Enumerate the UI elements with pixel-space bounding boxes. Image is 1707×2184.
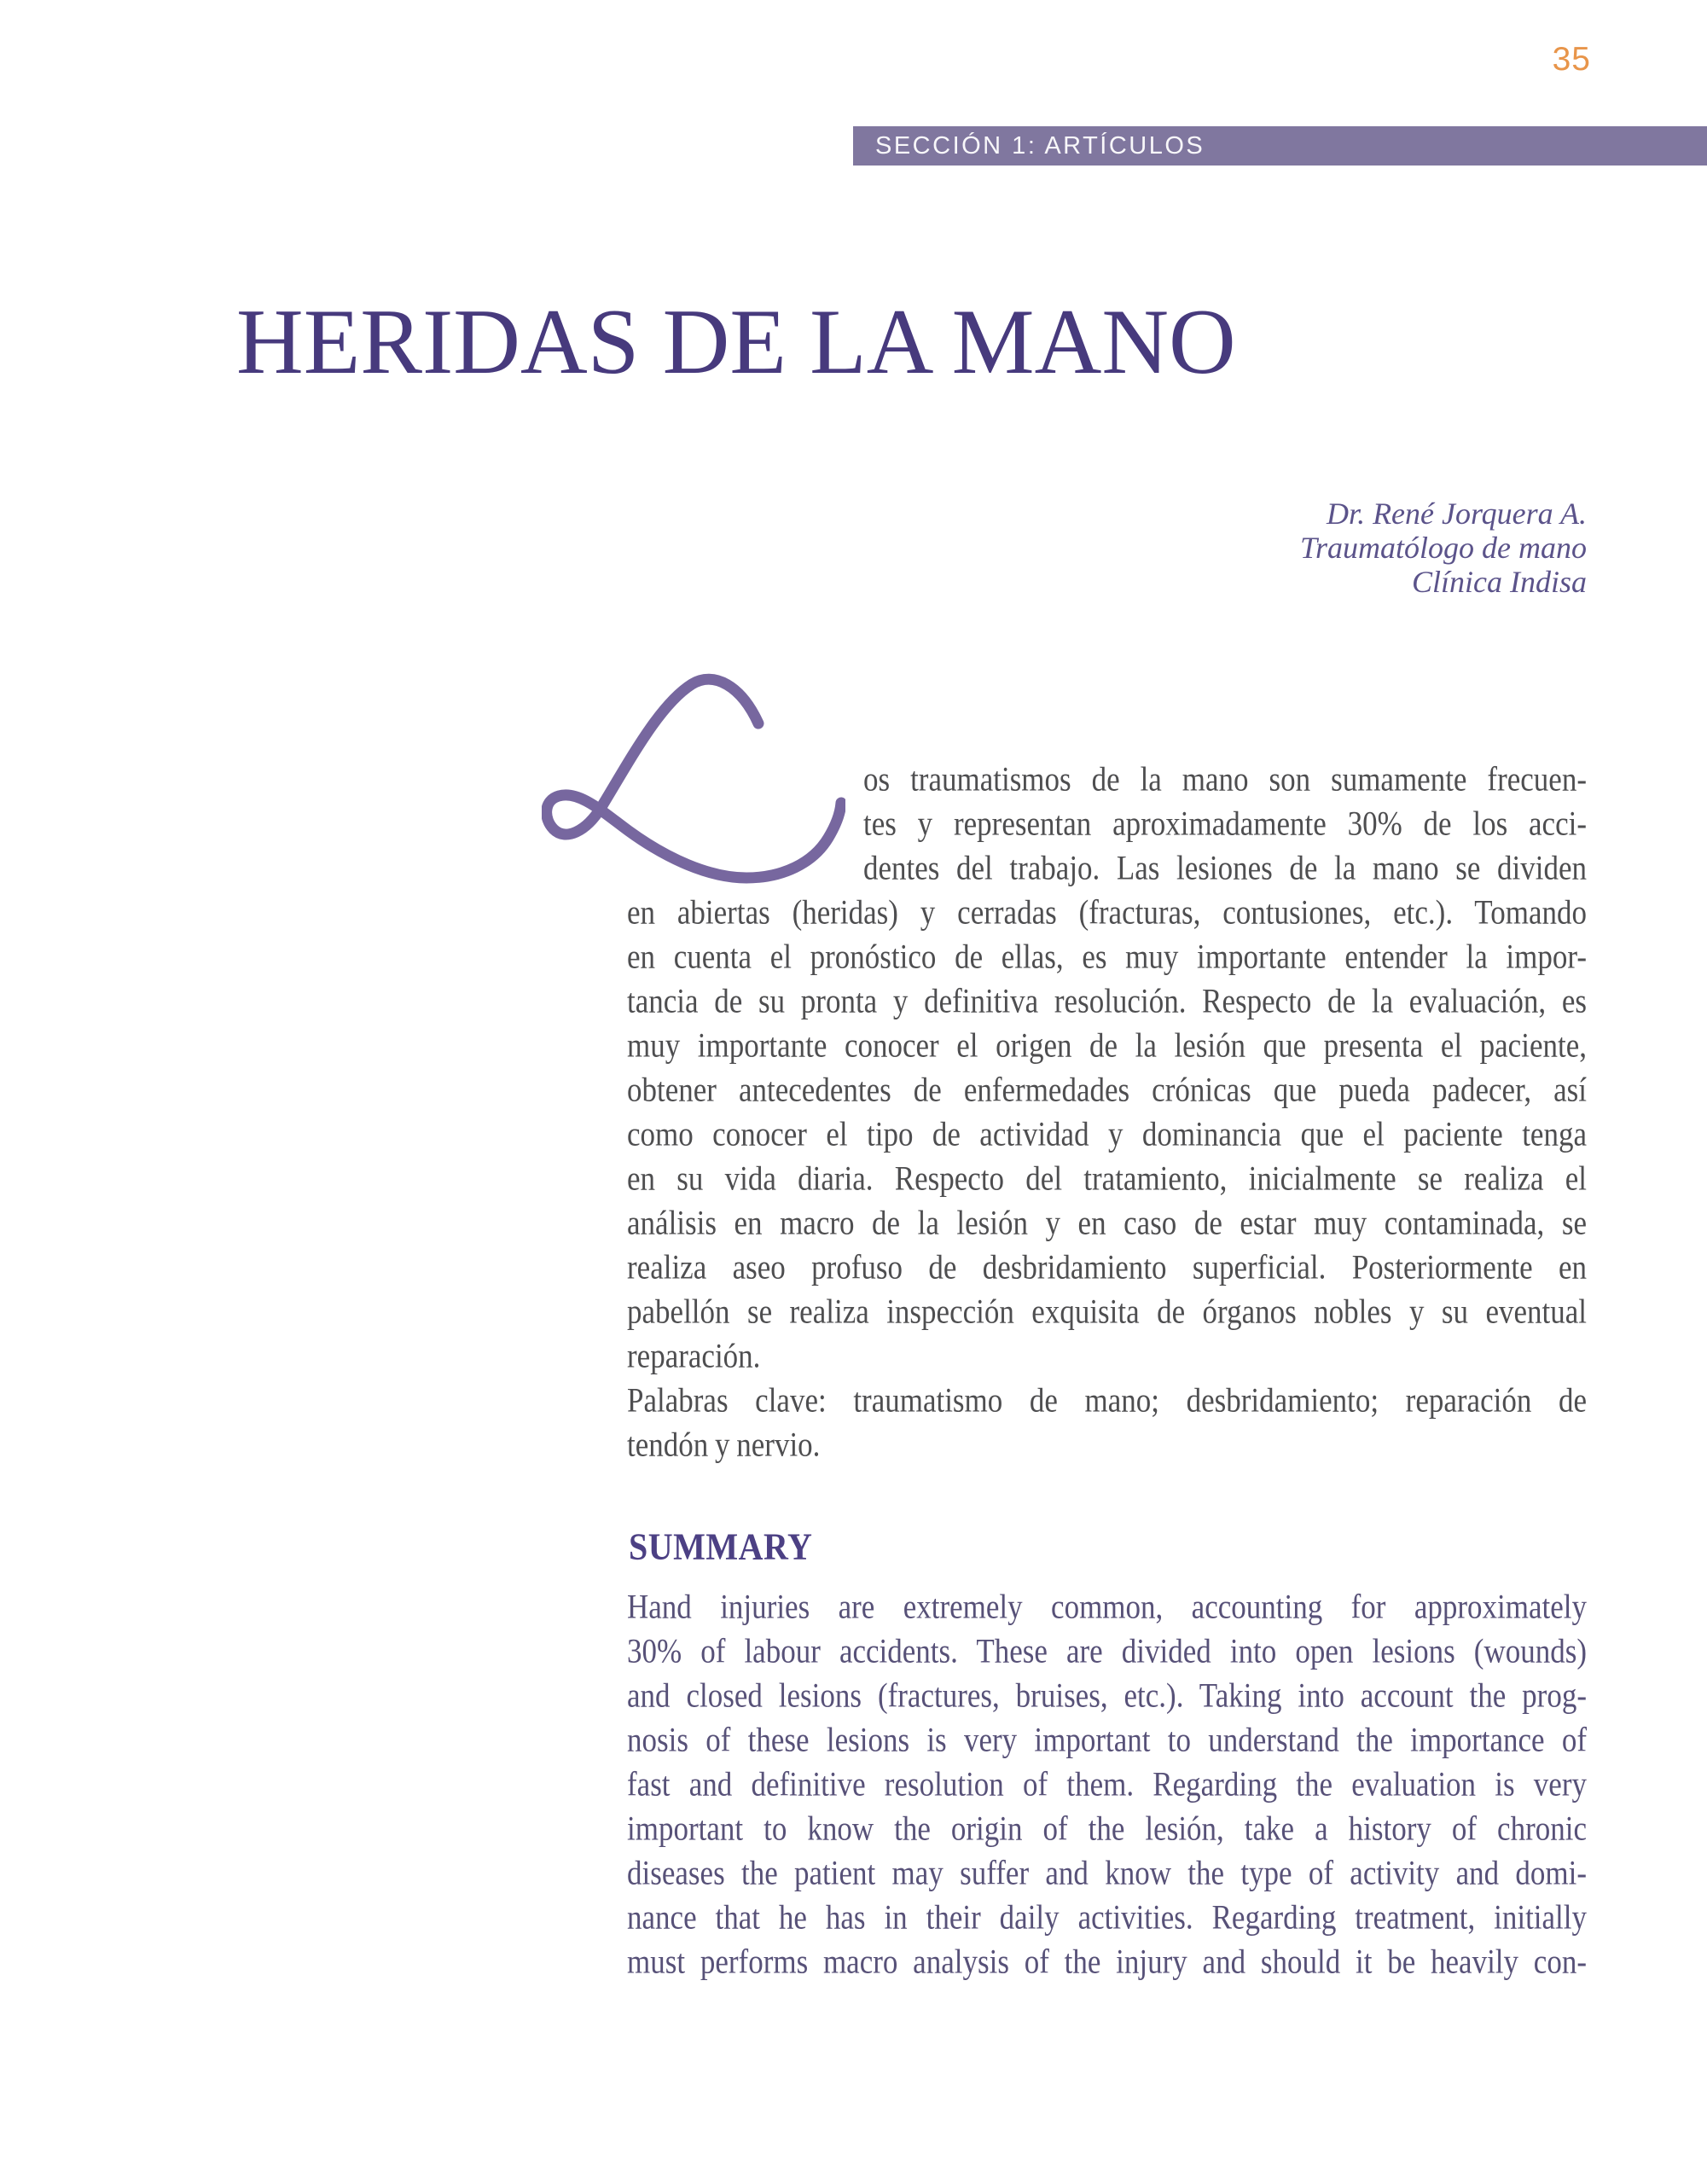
- author-name: Dr. René Jorquera A.: [1327, 497, 1587, 531]
- text-line: fast and definitive resolution of them. Regarding the evaluation is very: [627, 1765, 1587, 1804]
- text-line: muy importante conocer el origen de la lesión que presenta el paciente,: [627, 1026, 1587, 1065]
- text-line: en abiertas (heridas) y cerradas (fracturas, contusiones, etc.). Tomando: [627, 893, 1587, 932]
- text-line: diseases the patient may suffer and know the type of activity and domi-: [627, 1854, 1587, 1892]
- section-bar-label: SECCIÓN 1: ARTÍCULOS: [875, 131, 1205, 160]
- text-line: and closed lesions (fractures, bruises, etc.). Taking into account the prog-: [627, 1676, 1587, 1715]
- text-line: nosis of these lesions is very important to understand the importance of: [627, 1721, 1587, 1759]
- text-line: como conocer el tipo de actividad y dominancia que el paciente tenga: [627, 1115, 1587, 1153]
- text-line: Palabras clave: traumatismo de mano; desbridamiento; reparación de: [627, 1381, 1587, 1420]
- article-title: HERIDAS DE LA MANO: [236, 290, 1236, 393]
- author-affiliation: Clínica Indisa: [1412, 565, 1587, 599]
- author-role: Traumatólogo de mano: [1299, 531, 1587, 565]
- text-line: pabellón se realiza inspección exquisita de órganos nobles y su eventual: [627, 1292, 1587, 1331]
- text-line: nance that he has in their daily activities. Regarding treatment, initially: [627, 1898, 1587, 1937]
- section-bar: [853, 126, 1707, 166]
- text-line: en cuenta el pronóstico de ellas, es muy importante entender la impor-: [627, 938, 1587, 976]
- page-number: 35: [1552, 41, 1591, 78]
- text-line: 30% of labour accidents. These are divided into open lesions (wounds): [627, 1632, 1587, 1670]
- text-line: reparación.: [627, 1337, 761, 1375]
- author-block: [1300, 497, 1587, 599]
- text-line: realiza aseo profuso de desbridamiento superficial. Posteriormente en: [627, 1248, 1587, 1287]
- text-line: tendón y nervio.: [627, 1426, 821, 1464]
- spanish-abstract-paragraph: [627, 758, 1587, 1467]
- text-line: os traumatismos de la mano son sumamente frecuen-: [863, 760, 1587, 799]
- text-line: Hand injuries are extremely common, accounting for approximately: [627, 1588, 1587, 1626]
- text-line: tancia de su pronta y definitiva resolución. Respecto de la evaluación, es: [627, 982, 1587, 1020]
- text-line: tes y representan aproximadamente 30% de los acci-: [863, 804, 1587, 843]
- text-line: obtener antecedentes de enfermedades crónicas que pueda padecer, así: [627, 1071, 1587, 1109]
- text-line: en su vida diaria. Respecto del tratamiento, inicialmente se realiza el: [627, 1159, 1587, 1198]
- text-line: must performs macro analysis of the injury and should it be heavily con-: [627, 1943, 1587, 1981]
- text-line: dentes del trabajo. Las lesiones de la mano se dividen: [863, 849, 1587, 887]
- text-line: análisis en macro de la lesión y en caso de estar muy contaminada, se: [627, 1204, 1587, 1242]
- summary-heading: SUMMARY: [629, 1525, 813, 1568]
- text-line: important to know the origin of the lesión, take a history of chronic: [627, 1809, 1587, 1848]
- english-summary-paragraph: [627, 1585, 1587, 1984]
